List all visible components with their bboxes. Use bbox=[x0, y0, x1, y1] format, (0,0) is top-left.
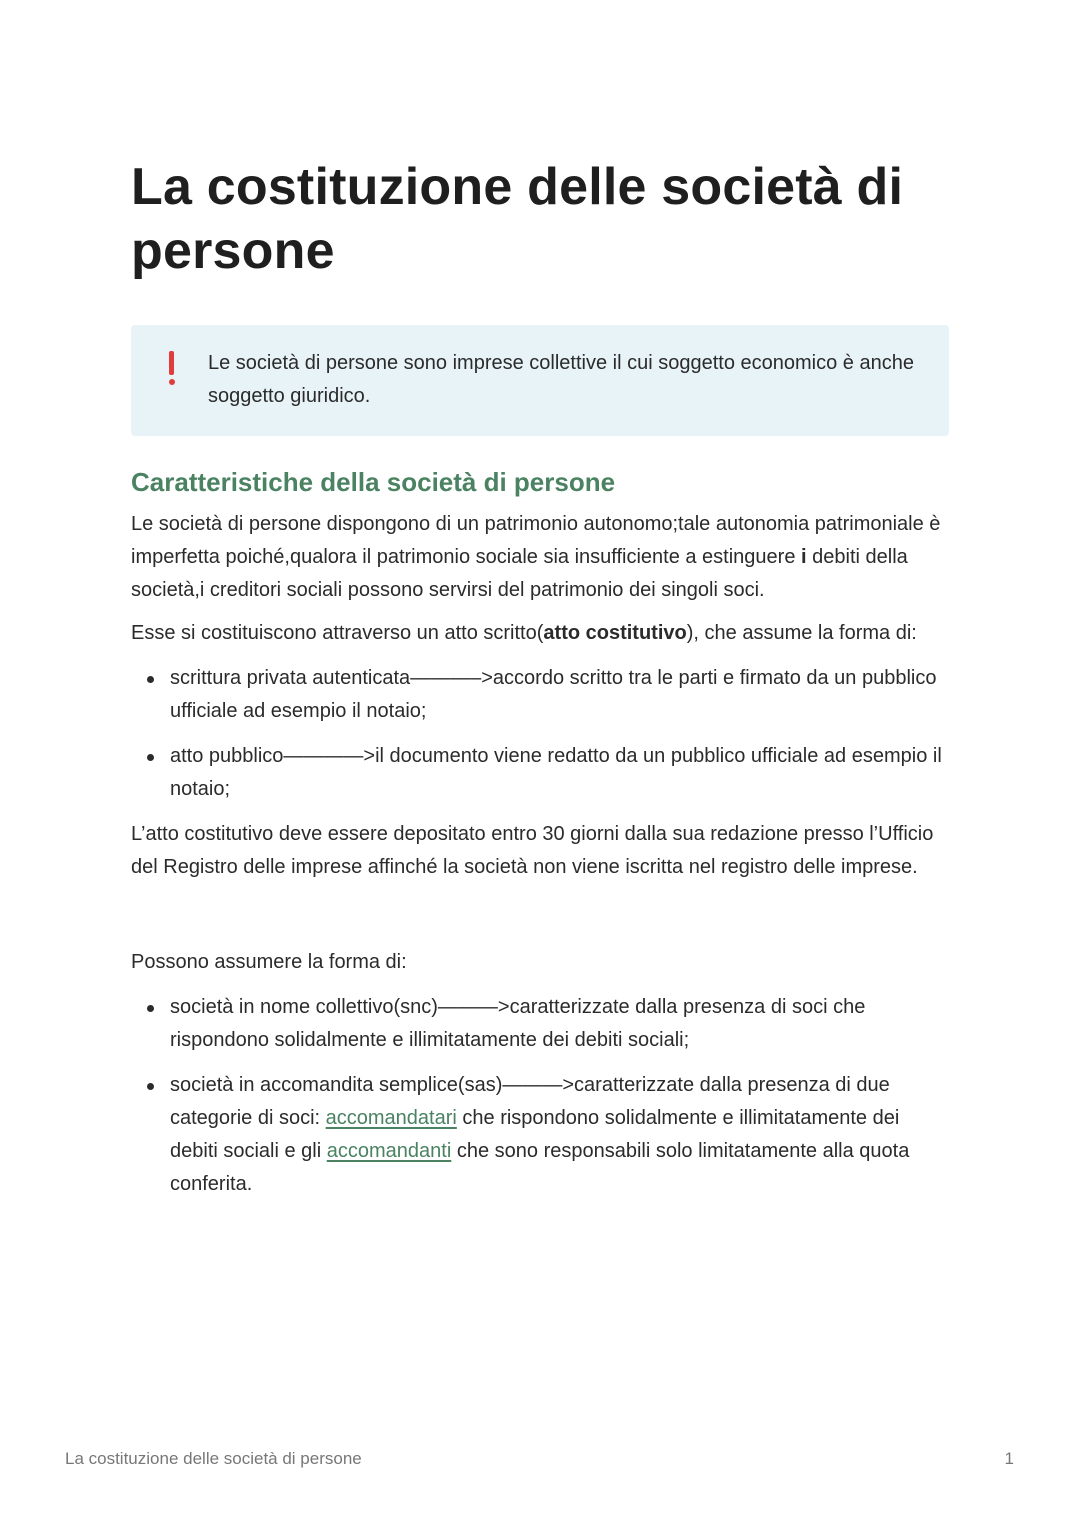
paragraph-atto: Esse si costituiscono attraverso un atto scritto(atto costitutivo), che assume la forma di: bbox=[131, 622, 917, 644]
page-title: La costituzione delle società di persone bbox=[131, 158, 904, 280]
footer-title: La costituzione delle società di persone bbox=[65, 1449, 362, 1468]
callout-text: Le società di persone sono imprese collettive il cui soggetto economico è anche soggetto giuridico. bbox=[208, 352, 914, 407]
paragraph-forme: Possono assumere la forma di: bbox=[131, 951, 407, 973]
list-item: atto pubblico————>il documento viene redatto da un pubblico ufficiale ad esempio il notaio; bbox=[170, 740, 949, 806]
callout-box bbox=[131, 325, 949, 436]
types-list bbox=[131, 991, 949, 1201]
list-item: società in accomandita semplice(sas)———>caratterizzate dalla presenza di due categorie di soci: accomandatari che rispondono solidalmente e illimitatamente dei debiti sociali e gli accomandanti che sono responsabili solo limitatamente alla quota conferita. bbox=[170, 1069, 949, 1201]
paragraph-deposito: L’atto costitutivo deve essere depositato entro 30 giorni dalla sua redazione presso l’Ufficio del Registro delle imprese affinché la società non viene iscritta nel registro delle imprese. bbox=[131, 823, 934, 878]
link-accomandanti[interactable]: accomandanti bbox=[326, 1140, 452, 1162]
page-number: 1 bbox=[1004, 1449, 1014, 1468]
list-item: società in nome collettivo(snc)———>caratterizzate dalla presenza di soci che rispondono solidalmente e illimitatamente dei debiti sociali; bbox=[170, 991, 949, 1057]
document-page bbox=[131, 155, 949, 1213]
section-heading: Caratteristiche della società di persone bbox=[131, 467, 616, 497]
list-item: scrittura privata autenticata———–>accordo scritto tra le parti e firmato da un pubblico ufficiale ad esempio il notaio; bbox=[170, 662, 949, 728]
forms-list bbox=[131, 662, 949, 806]
exclamation-icon bbox=[166, 349, 176, 389]
paragraph-patrimonio: Le società di persone dispongono di un patrimonio autonomo;tale autonomia patrimoniale è imperfetta poiché,qualora il patrimonio sociale sia insufficiente a estinguere i debiti della società,i creditori sociali possono servirsi del patrimonio dei singoli soci. bbox=[131, 513, 941, 601]
link-accomandatari[interactable]: accomandatari bbox=[325, 1107, 457, 1129]
